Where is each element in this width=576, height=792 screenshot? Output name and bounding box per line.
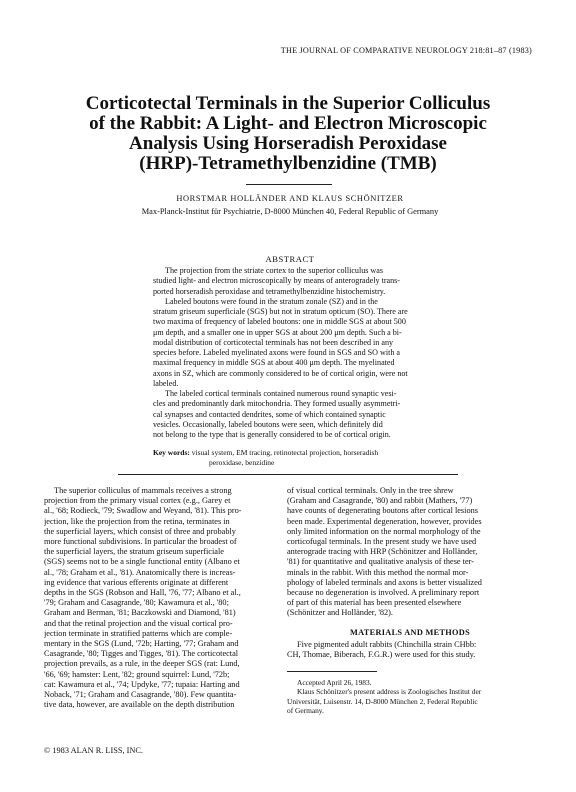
footnote-address-line: Klaus Schönitzer's present address is Zoologisches Institut der: [297, 687, 482, 697]
body-line: '66, '69; hamster: Lent, '82; ground squirrel: Lund, '72b;: [44, 669, 230, 679]
abstract-line: The projection from the striate cortex to the superior colliculus was: [165, 266, 384, 275]
title-line: Analysis Using Horseradish Peroxidase: [129, 133, 447, 154]
body-line: jection terminate in stratified patterns which are comple-: [44, 628, 233, 638]
footnote-divider: [287, 671, 377, 672]
abstract-line: μm depth, and a smaller one in upper SGS at about 200 μm depth. Such a bi-: [153, 327, 402, 337]
body-line: al., '78; Graham et al., '81). Anatomically there is increas-: [44, 567, 236, 577]
abstract-line: cal synapses and contacted dendrites, some of which contained synaptic: [153, 409, 386, 419]
authors: HORSTMAR HOLLÄNDER AND KLAUS SCHÖNITZER: [176, 194, 404, 203]
abstract-line: modal distribution of corticotectal terminals has not been described in any: [153, 337, 394, 347]
article-title: [60, 94, 516, 174]
body-line: projection prevails, as a rule, in the deeper SGS (rat: Lund,: [44, 659, 240, 669]
title-line: of the Rabbit: A Light- and Electron Microscopic: [89, 113, 487, 134]
abstract-line: species before. Labeled myelinated axons were found in SGS and SO with a: [153, 348, 401, 357]
body-line: '81) for quantitative and qualitative analysis of these ter-: [287, 557, 475, 567]
footnote-address-line: of Germany.: [287, 705, 324, 715]
footnote-accepted: Accepted April 26, 1983.: [297, 678, 372, 688]
abstract-line: stratum griseum superficiale (SGS) but not in stratum opticum (SO). There are: [153, 307, 408, 316]
body-line: al., '68; Rodieck, '79; Swadlow and Weyand, '81). This pro-: [44, 506, 242, 516]
body-line: mentary in the SGS (Lund, '72b; Harting, '77; Graham and: [44, 639, 239, 649]
keywords-continuation: peroxidase, benzidine: [209, 457, 275, 467]
body-line: depths in the SGS (Robson and Hall, '76, '77; Albano et al.,: [44, 588, 241, 598]
keywords-text: visual system, EM tracing, retinotectal projection, horseradish: [191, 448, 379, 457]
body-line: of part of this material has been presented elsewhere: [287, 598, 462, 608]
abstract-line: labeled.: [153, 378, 179, 388]
abstract-body: [153, 266, 445, 440]
footnote-address-line: Universität, Luisenstr. 14, D-8000 München 2, Federal Republic: [287, 696, 478, 706]
body-line: more functional subdivisions. In particular the broadest of: [44, 537, 237, 547]
body-line: only limited information on the normal morphology of the: [287, 526, 481, 536]
abstract-line: The labeled cortical terminals contained numerous round synaptic vesi-: [165, 389, 397, 398]
body-line: because no degeneration is involved. A preliminary report: [287, 588, 480, 598]
body-line: of visual cortical terminals. Only in the tree shrew: [287, 486, 454, 495]
abstract-line: axons in SZ, which are commonly considered to be of cortical origin, were not: [153, 368, 408, 378]
body-line: ing evidence that various efferents originate at different: [44, 577, 229, 587]
body-line: corticofugal terminals. In the present study we have used: [287, 537, 477, 547]
running-head: THE JOURNAL OF COMPARATIVE NEUROLOGY 218:81–87 (1983): [280, 46, 532, 55]
body-line: (Graham and Casagrande, '80) and rabbit (Mathers, '77): [287, 496, 473, 506]
body-line: the superficial layers, which consist of three and probably: [44, 526, 236, 536]
keywords-label: Key words:: [153, 448, 190, 457]
methods-heading: MATERIALS AND METHODS: [349, 627, 470, 637]
body-line: anterograde tracing with HRP (Schönitzer and Holländer,: [287, 547, 478, 557]
body-line: cat: Kawamura et al., '74; Updyke, '77; tupaia: Harting and: [44, 679, 240, 689]
body-line: tive data, however, are available on the depth distribution: [44, 700, 235, 710]
body-line: The superior colliculus of mammals receives a strong: [54, 486, 232, 495]
abstract-line: not belong to the type that is generally considered to be of cortical origin.: [153, 430, 391, 439]
body-line: have counts of degenerating boutons after cortical lesions: [287, 506, 478, 516]
abstract-line: maximal frequency in middle SGS at about 400 μm depth. The myelinated: [153, 358, 395, 368]
abstract-line: cles and predominantly dark mitochondria. They formed usually asymmetri-: [153, 399, 401, 409]
body-line: Graham and Berman, '81; Baczkowski and Diamond, '81): [44, 608, 236, 618]
body-line: phology of labeled terminals and axons is better visualized: [287, 577, 482, 587]
title-line: Corticotectal Terminals in the Superior Colliculus: [85, 93, 491, 114]
body-line: the superficial layers, the stratum griseum superficiale: [44, 547, 224, 557]
body-line: CH, Thomae, Biberach, F.G.R.) were used for this study.: [287, 650, 476, 660]
body-line: been made. Experimental degeneration, however, provides: [287, 516, 482, 526]
abstract-line: vesicles. Occasionally, labeled boutons were seen, which definitely did: [153, 419, 383, 429]
abstract-line: Labeled boutons were found in the stratum zonale (SZ) and in the: [165, 296, 378, 306]
right-column: [287, 486, 533, 715]
body-line: Noback, '71; Graham and Casagrande, '80). Few quantita-: [44, 690, 237, 700]
title-divider: [246, 184, 332, 185]
abstract-line: two maxima of frequency of labeled boutons: one in middle SGS at about 500: [153, 317, 406, 327]
body-line: '79; Graham and Casagrande, '80; Kawamura et al., '80;: [44, 598, 229, 608]
abstract-divider: [118, 474, 458, 475]
keywords: [153, 448, 445, 467]
left-column: [44, 486, 290, 710]
abstract-heading: ABSTRACT: [265, 254, 315, 264]
body-line: and that the retinal projection and the visual cortical pro-: [44, 618, 233, 628]
copyright-notice: © 1983 ALAN R. LISS, INC.: [44, 746, 143, 755]
body-line: minals in the rabbit. With this method the normal mor-: [287, 567, 469, 577]
abstract-line: studied light- and electron microscopically by means of anterogradely trans-: [153, 276, 401, 286]
affiliation: Max-Planck-Institut für Psychiatrie, D-8000 München 40, Federal Republic of Germany: [141, 207, 439, 216]
title-line: (HRP)-Tetramethylbenzidine (TMB): [139, 153, 437, 174]
body-line: projection from the primary visual cortex (e.g., Garey et: [44, 496, 231, 506]
body-line: (SGS) seems not to be a single functional entity (Albano et: [44, 557, 240, 567]
abstract-line: ported horseradish peroxidase and tetramethylbenzidine histochemistry.: [153, 286, 386, 296]
body-line: Casagrande, '80; Tigges and Tigges, '81). The corticotectal: [44, 649, 239, 659]
body-line: (Schönitzer and Holländer, '82).: [287, 608, 393, 618]
body-line: jection, like the projection from the retina, terminates in: [44, 516, 230, 526]
body-line: Five pigmented adult rabbits (Chinchilla strain CHbb:: [297, 639, 477, 649]
